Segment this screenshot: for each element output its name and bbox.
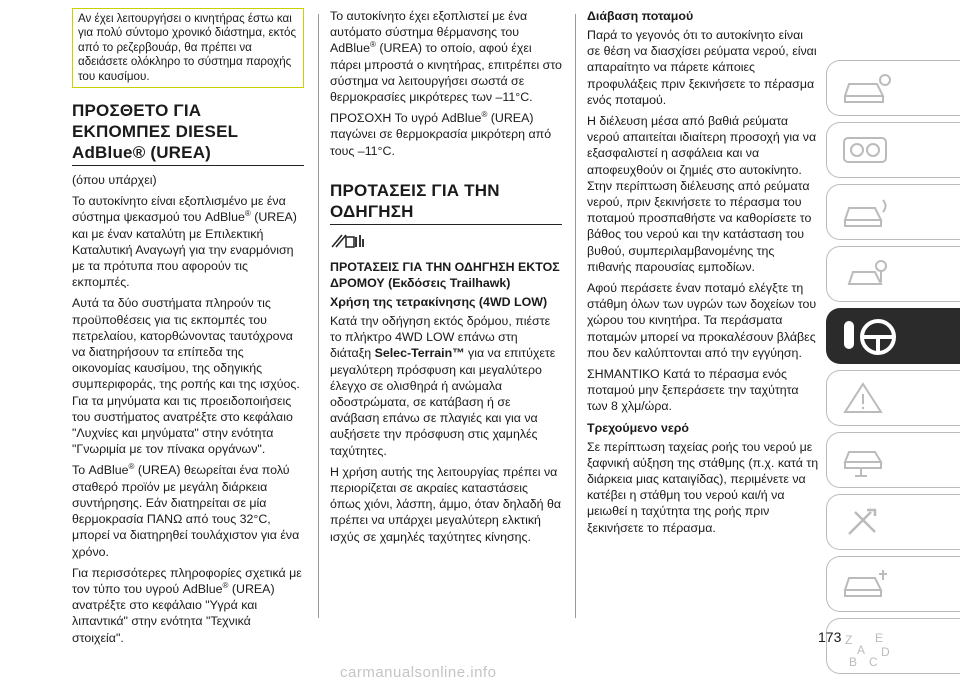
offroad-subtitle: ΠΡΟΤΑΣΕΙΣ ΓΙΑ ΤΗΝ ΟΔΗΓΗΣΗ ΕΚΤΟΣ ΔΡΟΜΟΥ (Εκδόσεις Trailhawk): [330, 260, 560, 291]
running-water-heading: Τρεχούμενο νερό: [587, 420, 689, 435]
column-right: [587, 8, 819, 541]
dashboard-icon: [841, 132, 891, 168]
river-important: ΣΗΜΑΝΤΙΚΟ Κατά το πέρασμα ενός ποταμού μην ξεπεράσετε την ταχύτητα των 8 χλμ/ώρα.: [587, 367, 799, 414]
river-crossing-heading: Διάβαση ποταμού: [587, 9, 694, 23]
adblue-paragraph-3: Το AdBlue® (UREA) θεωρείται ένα πολύ σταθερό προϊόν με μεγάλη διάρκεια συντήρησης. Εάν διατηρείται σε μία θερμοκρασία ΠΑΝΩ από τους 32°C, μπορεί να διατηρηθεί τουλάχιστον για ένα χρόνο.: [72, 462, 300, 559]
adblue-paragraph-2: Αυτά τα δύο συστήματα πληρούν τις προϋποθέσεις για τις εκπομπές του πετρελαίου, κατορθώνοντας ταυτόχρονα να διατηρήσουν τα επίπεδα της οικονομίας καυσίμου, της οδηγικής συμπεριφοράς, της ροπής και της ισχύος. Για τα μηνύματα και τις προειδοποιήσεις του συστήματος ανατρέξτε στο κεφάλαιο "Λυχνίες και μηνύματα" στην ενότητα "Γνωριμία με τον πίνακα οργάνων".: [72, 296, 300, 457]
svg-text:E: E: [875, 631, 884, 645]
tab-car-key[interactable]: [826, 246, 960, 302]
tab-index[interactable]: [826, 618, 960, 674]
4wd-low-paragraph: Κατά την οδήγηση εκτός δρόμου, πιέστε το πλήκτρο 4WD LOW επάνω στη διάταξη Selec-Terrain™ για να επιτύχετε μεγαλύτερη πρόσφυση και μεγαλύτερο έλεγχο σε ολισθηρά ή ανώμαλα οδοστρώματα, σε κατάβαση ή σε ανάβαση επάνω σε πλαγιές και για να αυξήσετε την πρόσφυση στις χαμηλές ταχύτητες.: [330, 314, 556, 458]
svg-text:C: C: [869, 655, 878, 668]
tab-car-specs[interactable]: [826, 556, 960, 612]
index-letters-icon: [841, 628, 901, 668]
availability-note: (όπου υπάρχει): [72, 173, 157, 188]
river-paragraph-1: Παρά το γεγονός ότι το αυτοκίνητο είναι σε θέση να διασχίσει ρεύματα νερού, είναι απαραίτητο να πάρετε κάποιες προφυλάξεις πριν ξεκινήσετε το πέρασμα ενός ποταμού.: [587, 28, 817, 107]
warning-triangle-icon: [841, 380, 891, 416]
page-number: 173: [818, 629, 842, 645]
river-paragraph-2: Η διέλευση μέσα από βαθιά ρεύματα νερού απαιτείται ιδιαίτερη προσοχή για να εξασφαλιστεί η ασφάλεια και να αποφευχθούν οι ζημιές στο αυτοκίνητο. Στην περίπτωση διέλευσης από ρεύματα νερού, πριν ξεκινήσετε το πέρασμα του ποταμού προσπαθήστε να καθορίσετε το βάθος του νερού και την κατάσταση του βυθού, συμπεριλαμβανομένης της πιθανής παρουσίας εμποδίων.: [587, 114, 817, 274]
river-paragraph-3: Αφού περάσετε έναν ποταμό ελέγξτε τη στάθμη όλων των υγρών των δοχείων του χώρου του κινητήρα. Τα περάσματα ποταμών μπορεί να προκαλέσουν βλάβες που δεν καλύπτονται από την εγγύηση.: [587, 281, 817, 360]
driving-tips-title: ΠΡΟΤΑΣΕΙΣ ΓΙΑ ΤΗΝ ΟΔΗΓΗΣΗ: [330, 180, 562, 225]
adblue-paragraph-5: Το αυτοκίνητο έχει εξοπλιστεί με ένα αυτόματο σύστημα θέρμανσης του AdBlue® (UREA) το οποίο, αφού έχει πάρει μπροστά ο κινητήρας, επιτρέπει στο σύστημα να λειτουργήσει σωστά σε θερμοκρασίες μικρότερες των –11°C.: [330, 9, 562, 105]
tab-car-info[interactable]: [826, 60, 960, 116]
svg-text:A: A: [857, 643, 866, 657]
adblue-warning: ΠΡΟΣΟΧΗ Το υγρό AdBlue® (UREA) παγώνει σε θερμοκρασία μικρότερη από τους –11°C.: [330, 110, 552, 158]
column-divider-1: [318, 14, 319, 618]
4wd-low-paragraph-2: Η χρήση αυτής της λειτουργίας πρέπει να περιορίζεται σε ακραίες καταστάσεις όπως χιόνι, λάσπη, άμμο, όταν δηλαδή θα πρέπει να υπάρχει μεγαλύτερη ελκτική ισχύς σε χαμηλές ταχύτητες κίνησης.: [330, 464, 561, 544]
key-steering-wheel-icon: [840, 317, 900, 357]
car-lift-icon: [841, 442, 891, 478]
column-middle: [330, 8, 562, 550]
adblue-paragraph-1: Το αυτοκίνητο είναι εξοπλισμένο με ένα σύστημα ψεκασμού του AdBlue® (UREA) και με έναν καταλύτη με Επιλεκτική Καταλυτική Αναγωγή για την εναρμόνιση με τα πρότυπα που αφορούν τις εκπομπές.: [72, 194, 297, 290]
4wd-icon: [330, 231, 562, 255]
tools-icon: [841, 504, 891, 540]
car-key-icon: [841, 256, 891, 292]
car-sound-icon: [841, 194, 891, 230]
4wd-low-heading: Χρήση της τετρακίνησης (4WD LOW): [330, 295, 548, 310]
watermark: carmanualsonline.info: [340, 664, 497, 681]
tab-car-lift[interactable]: [826, 432, 960, 488]
adblue-paragraph-4: Για περισσότερες πληροφορίες σχετικά με τον τύπο του υγρού AdBlue® (UREA) ανατρέξτε στο κεφάλαιο "Υγρά και λιπαντικά" στην ενότητα "Τεχνικά στοιχεία".: [72, 565, 302, 645]
car-info-icon: [841, 70, 891, 106]
tab-dashboard[interactable]: [826, 122, 960, 178]
svg-text:B: B: [849, 655, 858, 668]
tab-tools[interactable]: [826, 494, 960, 550]
column-left: [72, 8, 304, 651]
tab-warning[interactable]: [826, 370, 960, 426]
car-specs-icon: [841, 566, 891, 602]
chapter-tabs: [826, 60, 960, 680]
running-water-paragraph: Σε περίπτωση ταχείας ροής του νερού με ξαφνική αύξηση της στάθμης (π.χ. κατά τη διάρκεια μιας καταιγίδας), περιμένετε να κατέβει η στάθμη του νερού και/ή να μειωθεί η ταχύτητα της ροής πριν ξεκινήσετε το πέρασμα.: [587, 439, 819, 535]
column-divider-2: [575, 14, 576, 618]
fuel-note-box: Αν έχει λειτουργήσει ο κινητήρας έστω και για πολύ σύντομο χρονικό διάστημα, εκτός από το ρεζερβουάρ, θα πρέπει να αδειάσετε ολόκληρο το σύστημα παροχής του καυσίμου.: [72, 8, 304, 88]
tab-car-sound[interactable]: [826, 184, 960, 240]
tab-driving[interactable]: [826, 308, 960, 364]
adblue-section-title: ΠΡΟΣΘΕΤΟ ΓΙΑ ΕΚΠΟΜΠΕΣ DIESEL AdBlue® (UREA): [72, 100, 304, 166]
svg-text:D: D: [881, 645, 890, 659]
svg-text:Z: Z: [845, 633, 853, 647]
